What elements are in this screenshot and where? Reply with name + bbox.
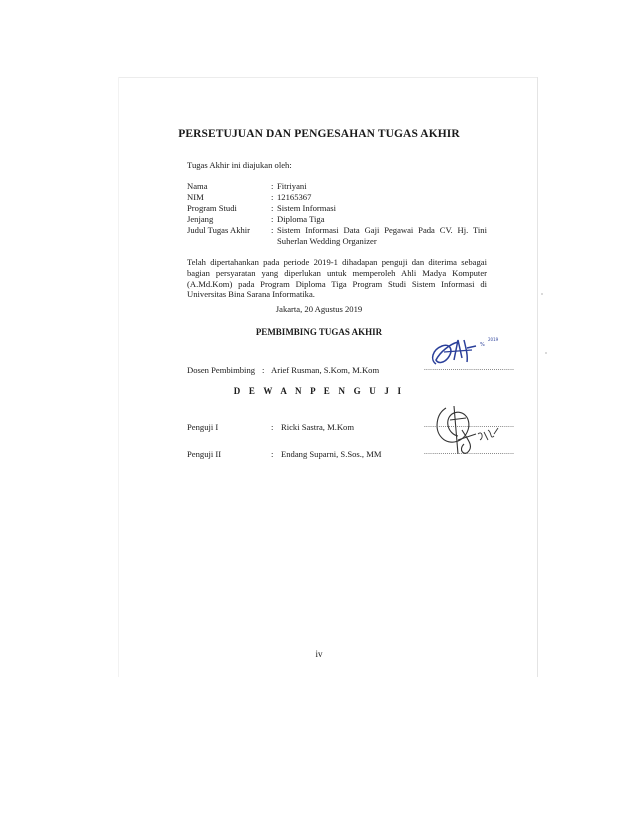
scan-speck bbox=[541, 293, 543, 295]
dewan-penguji-heading: D E W A N P E N G U J I bbox=[233, 386, 405, 396]
signature-penguji bbox=[428, 400, 508, 460]
field-value-nim: 12165367 bbox=[277, 192, 312, 202]
svg-text:%: % bbox=[480, 342, 485, 348]
scan-speck bbox=[545, 352, 547, 354]
pembimbing-heading: PEMBIMBING TUGAS AKHIR bbox=[255, 327, 383, 337]
intro-text: Tugas Akhir ini diajukan oleh: bbox=[187, 160, 292, 170]
field-label-nim: NIM bbox=[187, 192, 204, 202]
paragraph-line: Telah dipertahankan pada periode 2019-1 dihadapan penguji dan diterima sebagai bbox=[187, 257, 487, 267]
pembimbing-name: Arief Rusman, S.Kom, M.Kom bbox=[271, 365, 380, 375]
signature-line-penguji-1: ............................................ bbox=[424, 421, 515, 429]
field-value-nama: Fitriyani bbox=[277, 181, 307, 191]
field-value-judul: Sistem Informasi Data Gaji Pegawai Pada CV. Hj. Tini bbox=[277, 225, 487, 235]
field-separator: : bbox=[271, 181, 274, 191]
svg-text:2019: 2019 bbox=[488, 337, 499, 342]
document-title: PERSETUJUAN DAN PENGESAHAN TUGAS AKHIR bbox=[178, 128, 460, 140]
field-value-judul-continued: Suherlan Wedding Organizer bbox=[277, 236, 377, 246]
field-value-jenjang: Diploma Tiga bbox=[277, 214, 325, 224]
signature-pembimbing bbox=[424, 330, 514, 372]
field-separator: : bbox=[271, 192, 274, 202]
dosen-pembimbing-label: Dosen Pembimbing bbox=[187, 365, 256, 375]
field-label-judul: Judul Tugas Akhir bbox=[187, 225, 251, 235]
penguji-1-name: Ricki Sastra, M.Kom bbox=[281, 422, 355, 432]
signature-line-pembimbing: ............................................ bbox=[424, 364, 515, 372]
field-separator: : bbox=[271, 225, 274, 235]
paragraph-line: Universitas Bina Sarana Informatika. bbox=[187, 289, 315, 300]
field-label-jenjang: Jenjang bbox=[187, 214, 214, 224]
place-date: Jakarta, 20 Agustus 2019 bbox=[275, 304, 363, 314]
field-label-nama: Nama bbox=[187, 181, 208, 191]
page-edge-top bbox=[118, 77, 538, 78]
page-number: iv bbox=[315, 649, 323, 659]
field-separator: : bbox=[271, 214, 274, 224]
penguji-2-separator: : bbox=[271, 449, 274, 459]
page-edge-left bbox=[118, 77, 119, 677]
approval-paragraph bbox=[187, 257, 487, 300]
field-separator: : bbox=[271, 203, 274, 213]
penguji-1-separator: : bbox=[271, 422, 274, 432]
paragraph-line: bagian persyaratan yang diperlukan untuk memperoleh Ahli Madya Komputer bbox=[187, 267, 487, 278]
page-edge-right bbox=[537, 77, 538, 677]
field-label-program-studi: Program Studi bbox=[187, 203, 237, 213]
penguji-1-label: Penguji I bbox=[187, 422, 219, 432]
field-value-program-studi: Sistem Informasi bbox=[277, 203, 336, 213]
pembimbing-separator: : bbox=[262, 365, 265, 375]
signature-line-penguji-2: ............................................ bbox=[424, 448, 515, 456]
penguji-2-name: Endang Suparni, S.Sos., MM bbox=[281, 449, 382, 459]
penguji-2-label: Penguji II bbox=[187, 449, 222, 459]
paragraph-line: (A.Md.Kom) pada Program Diploma Tiga Program Studi Sistem Informasi di bbox=[187, 278, 487, 289]
